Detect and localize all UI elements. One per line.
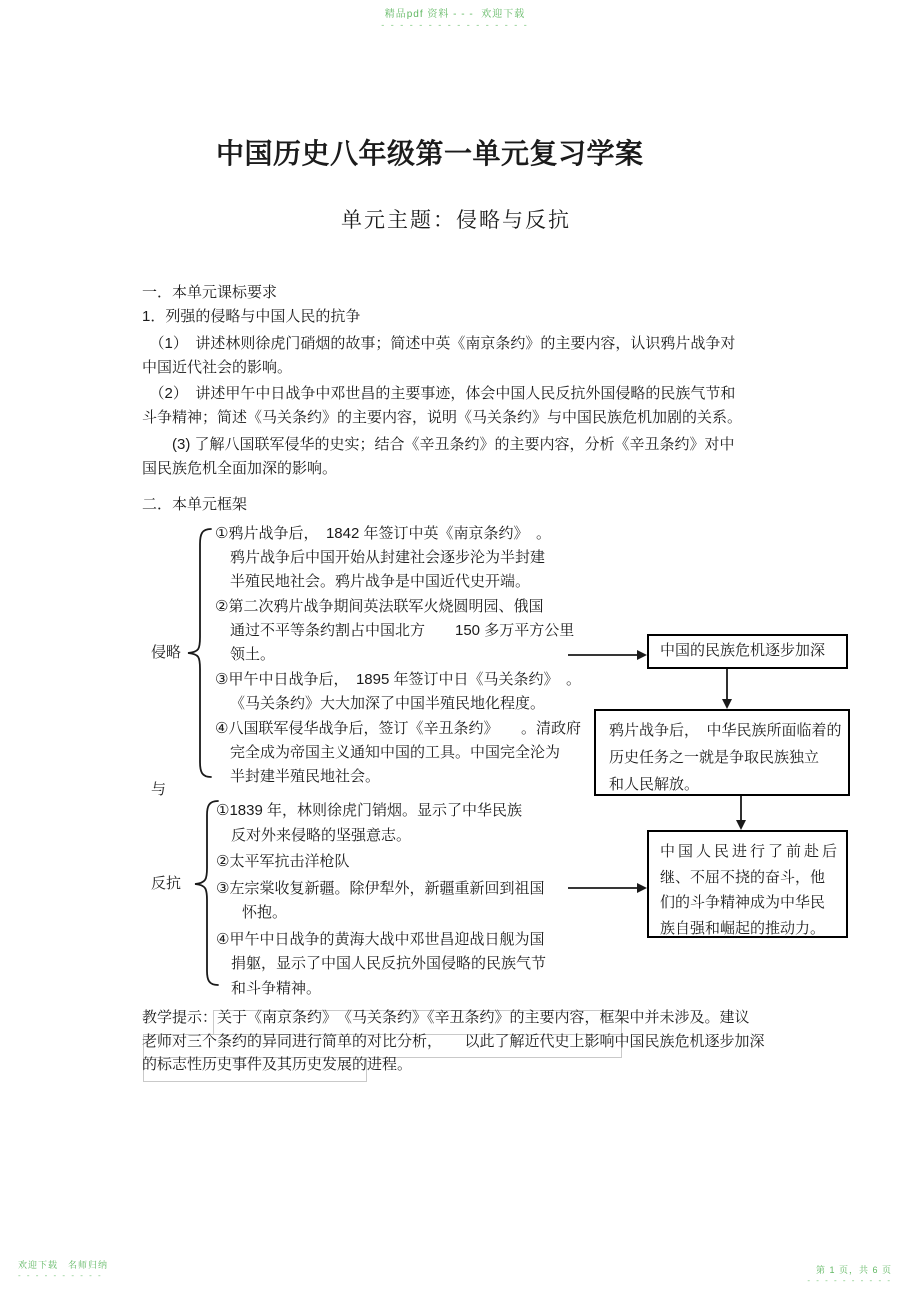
spirit-box-line: 们的斗争精神成为中华民 — [660, 894, 826, 911]
invasion-line: 通过不平等条约割占中国北方 150 多万平方公里 — [230, 622, 575, 639]
invasion-brace — [188, 529, 211, 777]
invasion-line: 领土。 — [230, 646, 276, 663]
arrow-crisis-to-task — [722, 669, 732, 709]
footer-right — [807, 1263, 892, 1285]
task-box-line: 历史任务之一就是争取民族独立 — [609, 749, 820, 766]
task-box — [594, 709, 850, 796]
watermark-header — [0, 5, 910, 30]
requirement-line: 中国近代社会的影响。 — [142, 358, 293, 376]
spirit-box — [647, 830, 848, 938]
spirit-box-line: 继、不屈不挠的奋斗，他 — [660, 868, 826, 886]
label-resistance: 反抗 — [151, 875, 182, 892]
page-title: 中国历史八年级第一单元复习学案 — [216, 138, 644, 169]
resistance-item — [216, 928, 586, 1002]
task-box-line: 和人民解放。 — [609, 776, 700, 793]
resistance-line: ③左宗棠收复新疆。除伊犁外，新疆重新回到祖国 — [216, 879, 545, 897]
footer-left-dashes: - - - - - - - - - - — [18, 1271, 103, 1280]
section2-heading: 二．本单元框架 — [142, 496, 248, 513]
watermark-dashes: - - - - - - - - - - - - - - - - — [381, 20, 529, 30]
resistance-list — [216, 799, 586, 1002]
page-number: 第 1 页，共 6 页 — [815, 1265, 892, 1275]
resistance-item — [216, 799, 586, 848]
invasion-line: 完全成为帝国主义通知中国的工具。中国完全沦为 — [230, 744, 561, 761]
note-line: 教学提示：关于《南京条约》 《马关条约》《辛丑条约》的主要内容，框架中并未涉及。建议 — [142, 1009, 750, 1026]
resistance-line: 怀抱。 — [242, 904, 288, 921]
teaching-note — [142, 1006, 822, 1077]
resistance-line: ①1839 年，林则徐虎门销烟。显示了中华民族 — [216, 802, 522, 819]
section1-subheading: 1．列强的侵略与中国人民的抗争 — [142, 308, 361, 325]
requirement-line: （1） 讲述林则徐虎门硝烟的故事；简述中英《南京条约》的主要内容，认识鸦片战争对 — [142, 334, 736, 352]
resistance-brace — [195, 801, 218, 985]
crisis-box-text: 中国的民族危机逐步加深 — [660, 642, 826, 659]
watermark-text: 精品pdf 资料 - - - 欢迎下载 — [384, 9, 526, 20]
section-requirements — [142, 281, 822, 481]
invasion-item — [215, 522, 585, 594]
resistance-line: 捐躯，显示了中国人民反抗外国侵略的民族气节 — [231, 955, 547, 972]
invasion-line: ③甲午中日战争后， 1895 年签订中日《马关条约》 。 — [215, 671, 581, 688]
resistance-line: 反对外来侵略的坚强意志。 — [231, 826, 412, 844]
label-invasion: 侵略 — [151, 644, 182, 661]
invasion-line: ②第二次鸦片战争期间英法联军火烧圆明园、俄国 — [215, 598, 544, 615]
invasion-line: ①鸦片战争后， 1842 年签订中英《南京条约》 。 — [215, 525, 551, 542]
note-line: 的标志性历史事件及其历史发展的进程。 — [142, 1056, 413, 1073]
requirement-line: 国民族危机全面加深的影响。 — [142, 459, 338, 477]
invasion-line: 鸦片战争后中国开始从封建社会逐步沦为半封建 — [230, 549, 546, 566]
spirit-box-line: 中国人民进行了前赴后 — [660, 843, 841, 860]
invasion-line: 《马关条约》大大加深了中国半殖民地化程度。 — [230, 695, 546, 712]
invasion-line: 半封建半殖民地社会。 — [230, 768, 381, 785]
section1-heading: 一．本单元课标要求 — [142, 284, 278, 301]
footer-right-dashes: - - - - - - - - - - — [807, 1276, 892, 1285]
invasion-list — [215, 522, 585, 790]
label-and: 与 — [151, 781, 167, 798]
resistance-line: ②太平军抗击洋枪队 — [216, 853, 350, 870]
requirement-line: 斗争精神；简述《马关条约》的主要内容，说明《马关条约》与中国民族危机加剧的关系。 — [142, 409, 743, 426]
resistance-line: 和斗争精神。 — [231, 979, 322, 997]
resistance-item — [216, 850, 586, 875]
invasion-item — [215, 595, 585, 667]
spirit-box-line: 族自强和崛起的推动力。 — [660, 919, 826, 937]
invasion-line: 半殖民地社会。鸦片战争是中国近代史开端。 — [230, 573, 531, 590]
resistance-item — [216, 877, 586, 926]
task-box-line: 鸦片战争后， 中华民族所面临着的 — [609, 722, 842, 739]
invasion-item — [215, 668, 585, 716]
page-subtitle: 单元主题：侵略与反抗 — [341, 209, 571, 232]
footer-left — [18, 1258, 108, 1280]
requirement-line: （2） 讲述甲午中日战争中邓世昌的主要事迹，体会中国人民反抗外国侵略的民族气节和 — [142, 385, 736, 402]
note-line: 老师对三个条约的异同进行简单的对比分析， 以此了解近代史上影响中国民族危机逐步加深 — [142, 1032, 765, 1050]
requirement-line: (3) 了解八国联军侵华的史实；结合《辛丑条约》的主要内容，分析《辛丑条约》对中 — [142, 435, 735, 453]
resistance-line: ④甲午中日战争的黄海大战中邓世昌迎战日舰为国 — [216, 930, 545, 948]
arrow-task-to-spirit — [736, 796, 746, 830]
invasion-item — [215, 717, 585, 789]
crisis-box — [647, 634, 848, 669]
footer-left-text: 欢迎下载 名师归纳 — [18, 1260, 109, 1270]
invasion-line: ④八国联军侵华战争后，签订《辛丑条约》 。清政府 — [215, 720, 581, 737]
